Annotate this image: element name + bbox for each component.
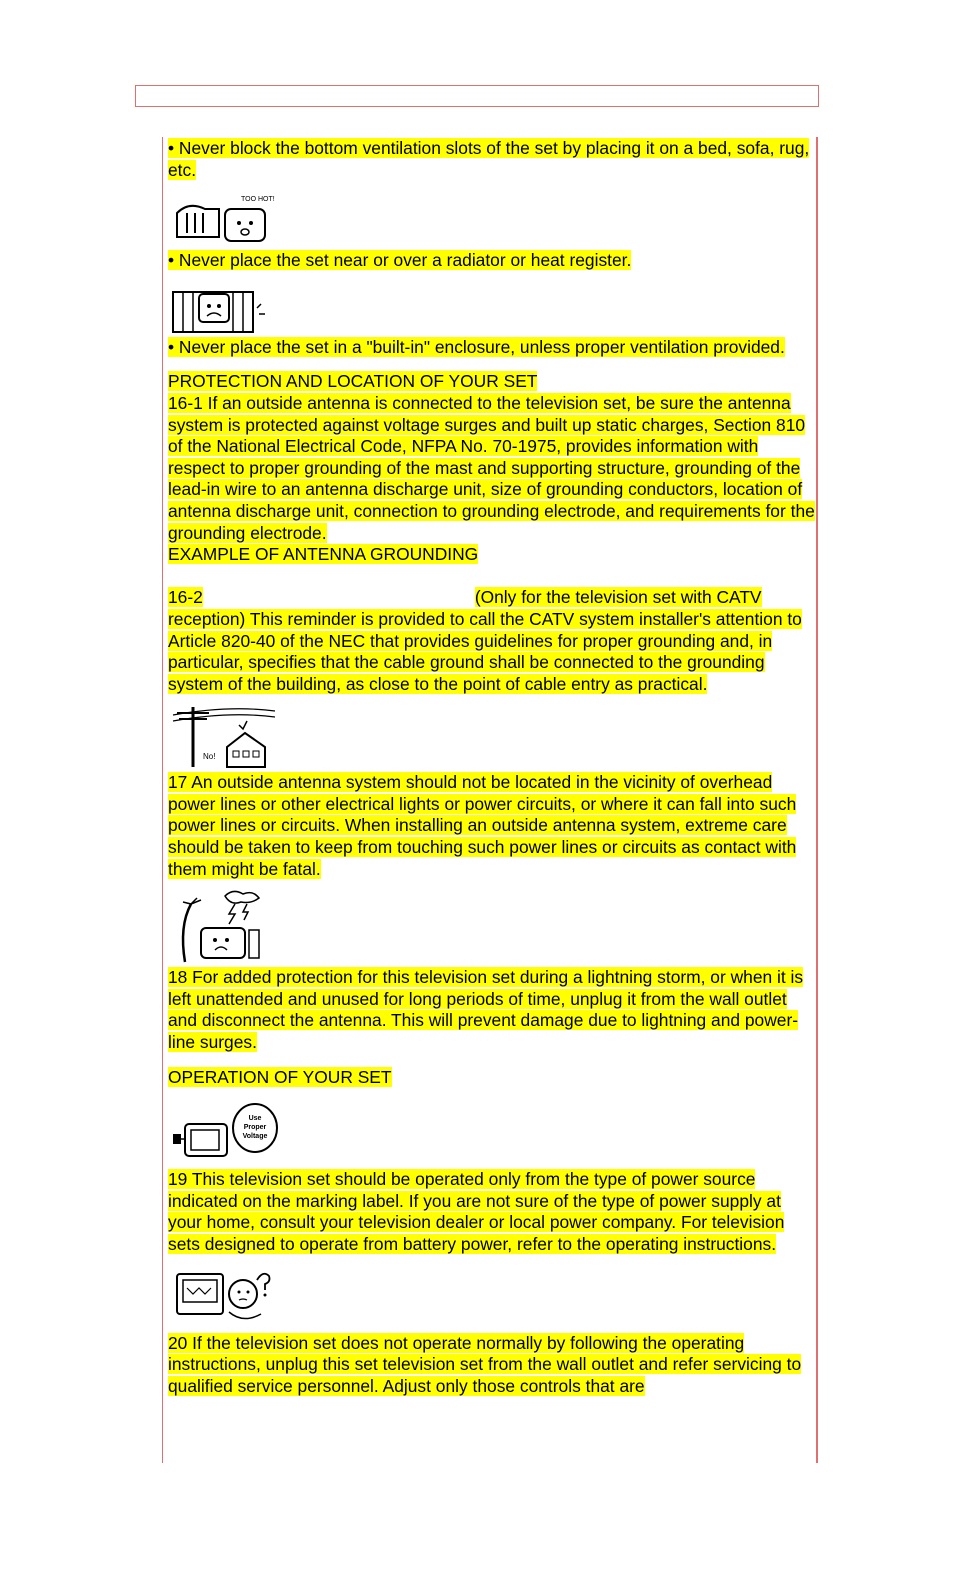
use-text: Use (248, 1115, 262, 1123)
paragraph-16-2: 16-2 (Only for the television set with CATV reception) This reminder is provided to call the CATV system installer's attention to Article 820-40 of the NEC that provides guidelines for proper grounding and, in particular, specifies that the cable ground shall be connected to the grounding system of the building, as close to the point of cable entry as practical. (168, 587, 802, 694)
power-line-illustration (168, 700, 278, 772)
paragraph-19: 19 This television set should be operated only from the type of power source indicated on the marking label. If you are not sure of the type of power supply at your home, consult your television dealer or local power company. For television sets designed to operate from battery power, refer to the operating instructions. (168, 1169, 785, 1254)
too-hot-illustration (168, 186, 280, 250)
paragraph-20: 20 If the television set does not operate normally by following the operating instructions, unplug this set television set from the wall outlet and refer servicing to qualified service personnel. Adjust only those controls that are (168, 1332, 802, 1396)
heading-example: EXAMPLE OF ANTENNA GROUNDING (168, 544, 479, 565)
proper-text: Proper (243, 1124, 267, 1132)
proper-voltage-illustration (168, 1093, 280, 1169)
lightning-illustration (168, 885, 268, 967)
bullet-bed: • Never block the bottom ventilation slots of the set by placing it on a bed, sofa, rug, etc. (168, 138, 810, 180)
paragraph-18: 18 For added protection for this television set during a lightning storm, or when it is left unattended and unused for long periods of time, unplug it from the wall outlet and disconnect the antenna. This will prevent damage due to lightning and power-line surges. (168, 967, 804, 1053)
heading-operation: OPERATION OF YOUR SET (168, 1066, 392, 1087)
bullet-builtin: • Never place the set in a "built-in" enclosure, unless proper ventilation provided. (168, 336, 785, 357)
paragraph-16-1: 16-1 If an outside antenna is connected to the television set, be sure the antenna system is protected against voltage surges and built up static charges, Section 810 of the National Electrical Code, NFPA No. 70-1975, provides information with respect to proper grounding of the mast and supporting structure, grounding of the lead-in wire to an antenna discharge unit, size of grounding conductors, location of antenna discharge unit, connection to grounding electrode, and requirements for the grounding electrode. (168, 392, 815, 543)
too-hot-text: TOO HOT! (241, 196, 275, 204)
heading-protection: PROTECTION AND LOCATION OF YOUR SET (168, 371, 538, 392)
no-text: No! (203, 752, 216, 762)
radiator-illustration (168, 277, 272, 337)
confused-person-illustration (168, 1261, 280, 1333)
document-content (162, 137, 818, 1463)
bullet-radiator: • Never place the set near or over a radiator or heat register. (168, 250, 632, 271)
voltage-text: Voltage (242, 1133, 268, 1141)
paragraph-17: 17 An outside antenna system should not be located in the vicinity of overhead power lines or other electrical lights or power circuits, or where it can fall into such power lines or circuits. When installing an outside antenna system, extreme care should be taken to keep from touching such power lines or circuits as contact with them might be fatal. (168, 772, 797, 879)
header-bar (135, 85, 819, 107)
